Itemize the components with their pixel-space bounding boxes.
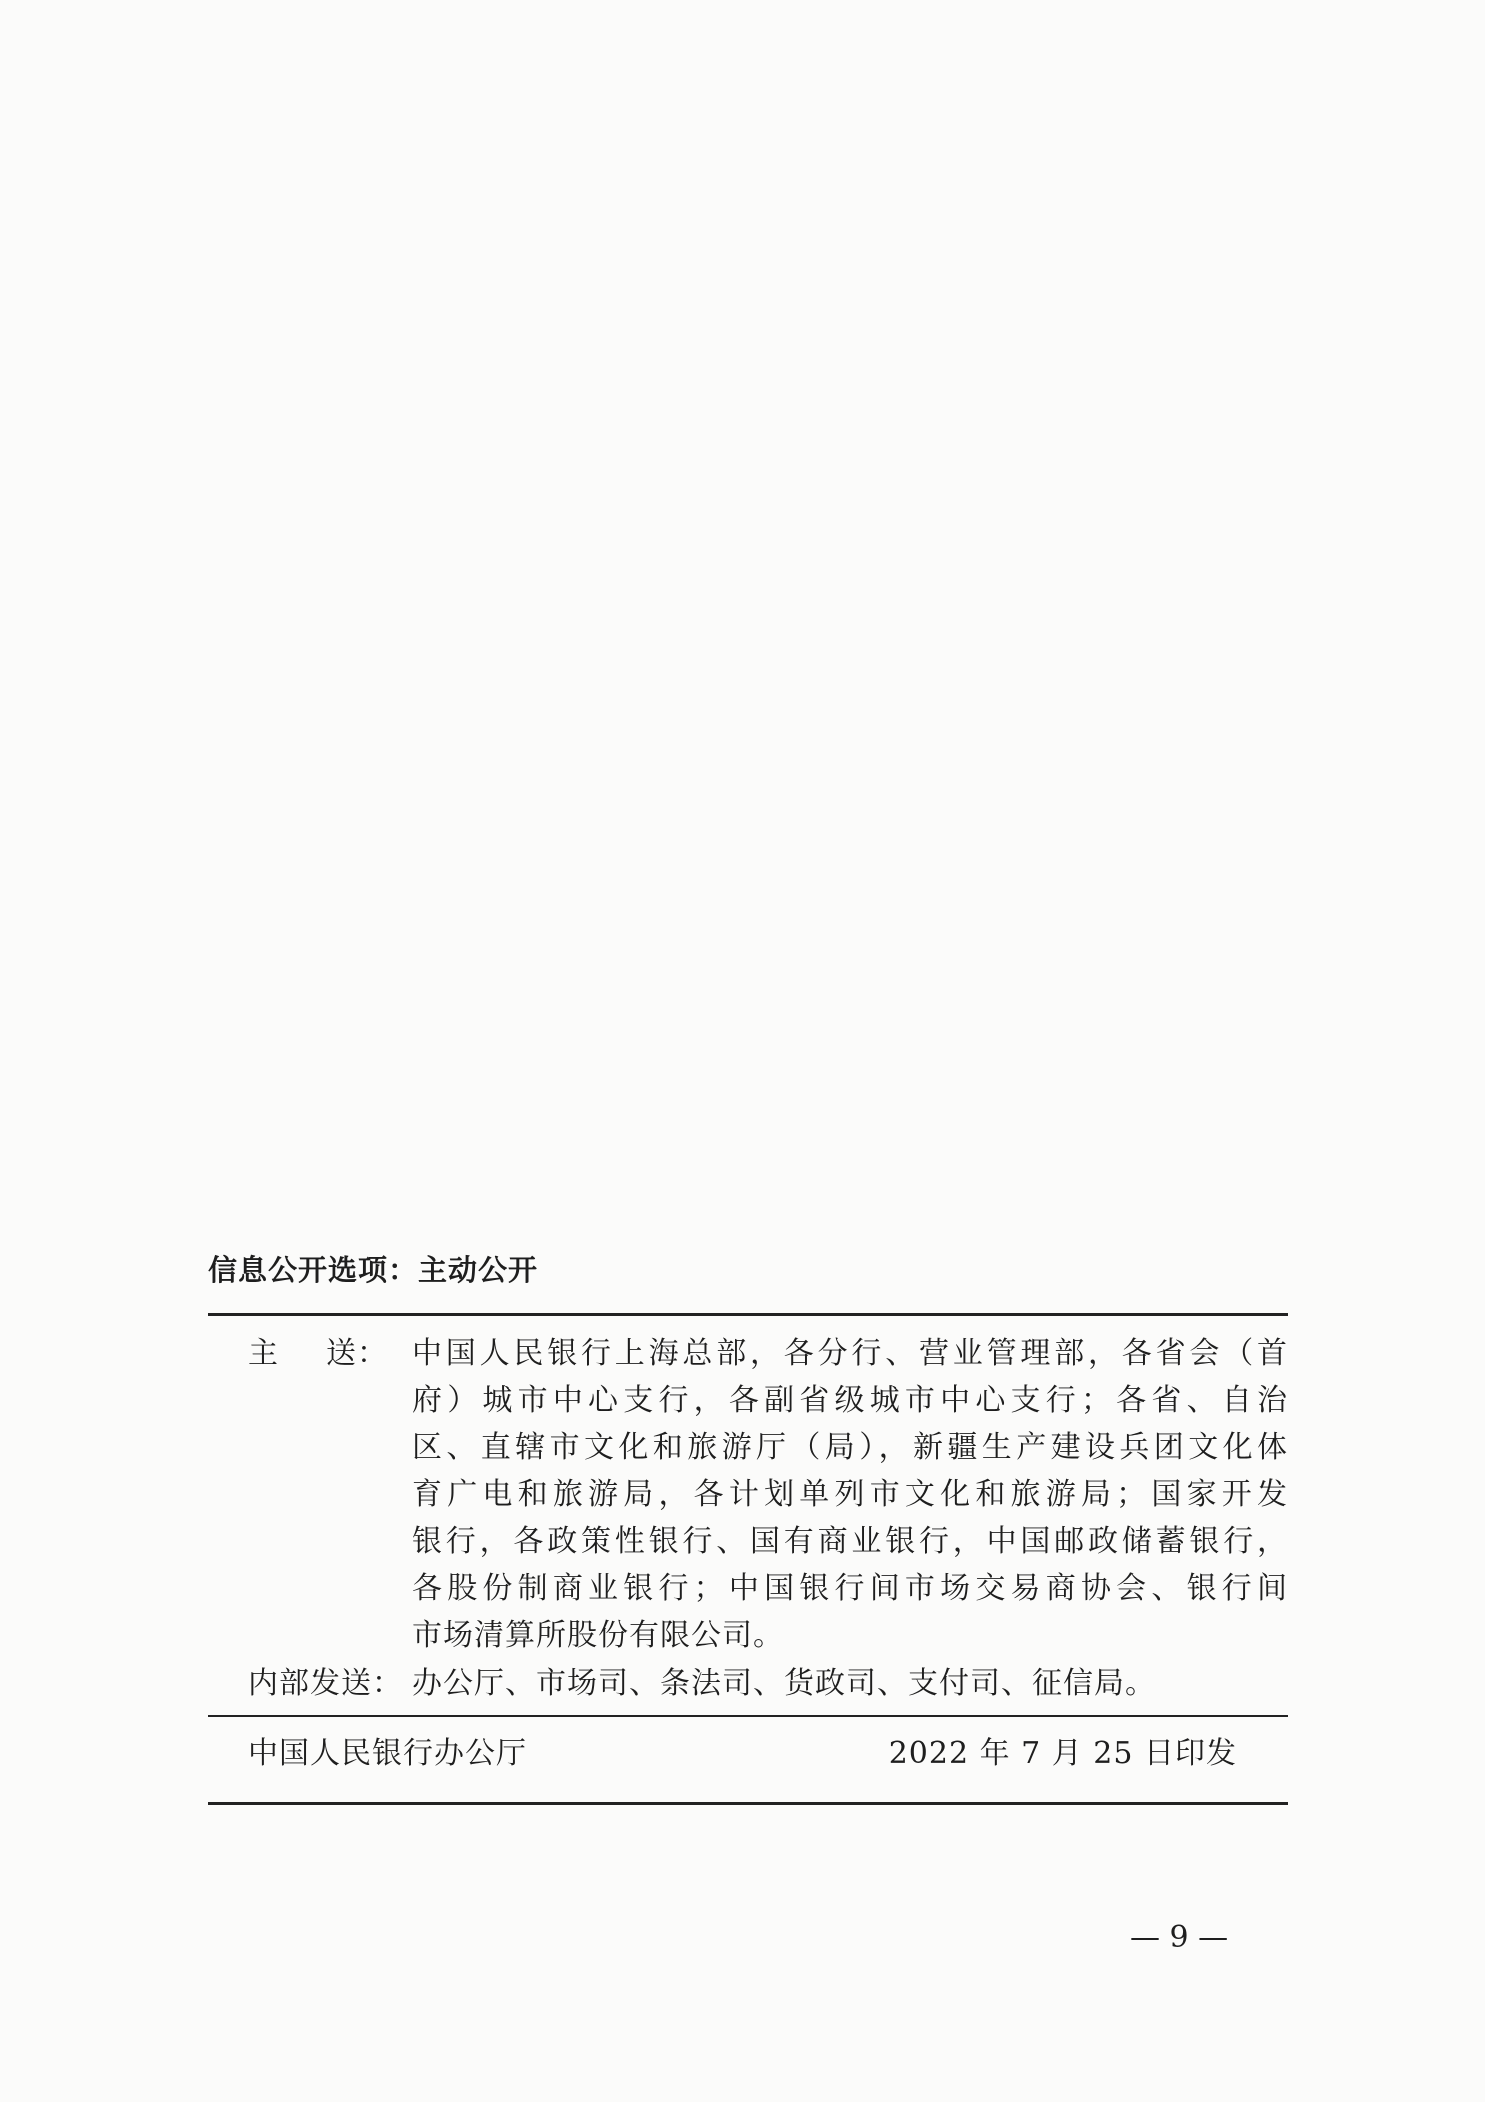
main-recipients-label-char-1: 主: [248, 1336, 279, 1371]
internal-distribution-list: 办公厅、市场司、条法司、货政司、支付司、征信局。: [412, 1666, 1156, 1701]
middle-rule: [208, 1715, 1288, 1717]
issuing-office: 中国人民银行办公厅: [248, 1736, 527, 1771]
page-number: — 9 —: [1130, 1920, 1229, 1955]
disclosure-label: 信息公开选项：: [208, 1253, 419, 1287]
issue-date: 2022 年 7 月 25 日印发: [888, 1736, 1237, 1771]
internal-distribution-label: 内部发送：: [248, 1666, 403, 1701]
main-recipients-label: [248, 1330, 388, 1377]
main-recipients-line: 银行，各政策性银行、国有商业银行，中国邮政储蓄银行，: [412, 1524, 1288, 1559]
main-recipients-line: 各股份制商业银行；中国银行间市场交易商协会、银行间: [412, 1571, 1288, 1606]
disclosure-option: [208, 1250, 538, 1290]
main-recipients-line: 区、直辖市文化和旅游厅（局），新疆生产建设兵团文化体: [412, 1430, 1288, 1465]
main-recipients-list: [412, 1330, 1288, 1659]
bottom-rule: [208, 1802, 1288, 1805]
main-recipients-line: 府）城市中心支行，各副省级城市中心支行；各省、自治: [412, 1383, 1288, 1418]
main-recipients-line: 中国人民银行上海总部，各分行、营业管理部，各省会（首: [412, 1336, 1288, 1371]
disclosure-value: 主动公开: [418, 1253, 539, 1287]
top-rule: [208, 1313, 1288, 1316]
main-recipients-line: 市场清算所股份有限公司。: [412, 1618, 784, 1653]
main-recipients-line: 育广电和旅游局，各计划单列市文化和旅游局；国家开发: [412, 1477, 1288, 1512]
main-recipients-label-char-2: 送：: [326, 1336, 388, 1371]
